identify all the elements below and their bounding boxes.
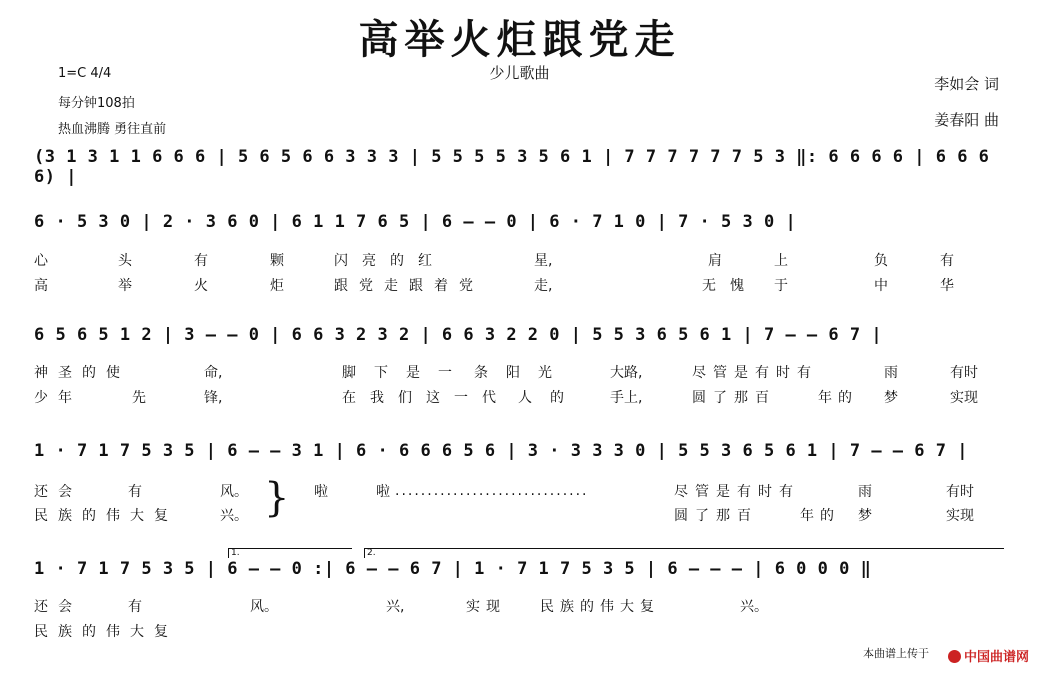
lyric-word: 华 [940,278,954,294]
lyric-word: 年的 [818,390,858,406]
lyric-word: 雨 [858,484,872,500]
score-line-2 [34,212,1004,242]
lyric-word: 头 [118,253,132,269]
logo-icon [948,650,961,663]
lyric-word: 肩 [708,253,722,269]
lyric-dots: ······························ [395,487,589,503]
expression-marking: 热血沸腾 勇往直前 [58,122,167,137]
lyric-word: 颗 [270,253,284,269]
lyric-word: 在我们这一代 [342,390,510,406]
lyric-word: 兴, [386,599,405,615]
lyric-word: 民族的伟大复 [34,508,178,524]
volta-2-top [364,548,1004,549]
lyric-word: 负 [874,253,888,269]
lyric-word: 啦 [376,484,390,500]
lyric-word: 兴。 [220,508,248,524]
composer: 姜春阳 曲 [934,111,999,129]
upload-label: 本曲谱上传于 [863,647,929,660]
score-line-5 [34,559,1004,589]
lyric-word: 命, [204,365,223,381]
lyric-word: 有 [940,253,954,269]
lyric-word: 啦 [314,484,328,500]
lyric-word: 还会 [34,599,82,615]
lyric-line-5b [34,621,1004,641]
lyric-word: 民族的伟大复 [540,599,660,615]
lyric-brace: } [264,475,290,521]
site-logo [948,646,1029,665]
lyric-word: 实现 [946,508,974,524]
score-line-4 [34,441,1004,471]
lyric-word: 上 [774,253,788,269]
lyric-word: 走, [534,278,553,294]
subtitle: 少儿歌曲 [489,64,550,82]
score-line-5-text: 1 · 7 1 7 5 3 5 | 6 – – 0 :| 6 – – 6 7 | 1 · 7 1 7 5 3 5 | 6 – – – | 6 0 0 0 ‖ [34,559,872,579]
lyric-word: 还会 [34,484,82,500]
lyric-line-3b [34,387,1004,407]
lyric-word: 有 [128,599,142,615]
lyric-word: 年的 [800,508,840,524]
lyric-word: 人的 [518,390,582,406]
lyric-word: 无愧 [702,278,758,294]
lyric-word: 心 [34,253,48,269]
lyric-word: 尽管是有时有 [674,484,800,500]
score-line-3-text: 6 5 6 5 1 2 | 3 – – 0 | 6 6 3 2 3 2 | 6 6 3 2 2 0 | 5 5 3 6 5 6 1 | 7 – – 6 7 | [34,325,883,345]
lyric-word: 锋, [204,390,223,406]
lyric-word: 先 [132,390,146,406]
lyric-line-5a [34,596,1004,616]
lyric-word: 风。 [250,599,278,615]
lyric-word: 风。 [220,484,248,500]
lyric-word: 炬 [270,278,284,294]
lyric-line-3a [34,362,1004,382]
lyric-word: 星, [534,253,553,269]
volta-2-number: 2. [367,548,376,558]
lyric-word: 圆了那百 [674,508,758,524]
lyric-word: 有时 [950,365,978,381]
lyric-word: 脚下是一 [342,365,470,381]
lyric-word: 火 [194,278,208,294]
lyric-line-4b [34,505,1004,525]
lyric-word: 大路, [610,365,643,381]
lyric-word: 实现 [950,390,978,406]
lyric-word: 少年 [34,390,82,406]
lyric-word: 民族的伟大复 [34,624,178,640]
tempo-marking: 每分钟108拍 [58,96,135,111]
lyric-line-2a [34,250,1004,270]
lyric-word: 有时 [946,484,974,500]
lyric-word: 实现 [466,599,506,615]
lyric-word: 举 [118,278,132,294]
key-signature: 1=C 4/4 [58,66,112,81]
lyric-line-2b [34,275,1004,295]
lyric-word: 圆了那百 [692,390,776,406]
lyric-word: 神圣的使 [34,365,130,381]
logo-text: 中国曲谱网 [963,650,1029,665]
lyricist: 李如会 词 [934,75,999,93]
lyric-word: 手上, [610,390,643,406]
lyric-word: 闪亮的红 [334,253,446,269]
lyric-word: 于 [774,278,788,294]
lyric-word: 有 [194,253,208,269]
volta-2-left [364,548,365,558]
score-line-2-text: 6 · 5 3 0 | 2 · 3 6 0 | 6 1 1 7 6 5 | 6 – – 0 | 6 · 7 1 0 | 7 · 5 3 0 | [34,212,797,232]
score-line-1 [34,147,1004,187]
lyric-word: 中 [874,278,888,294]
volta-1-left [228,548,229,558]
lyric-word: 跟党走跟着党 [334,278,484,294]
score-line-3 [34,325,1004,355]
volta-1-top [228,548,352,549]
lyric-word: 有 [128,484,142,500]
lyric-word: 梦 [858,508,872,524]
credits [934,66,999,138]
score-line-1-text: (3 1 3 1 1 6 6 6 | 5 6 5 6 6 3 3 3 | 5 5 5 5 3 5 6 1 | 7 7 7 7 7 7 5 3 ‖: 6 6 6 6 | 6 6 6 6) | [34,147,990,187]
lyric-word: 雨 [884,365,898,381]
lyric-word: 条阳光 [474,365,570,381]
lyric-word: 兴。 [740,599,768,615]
lyric-word: 尽管是有时有 [692,365,818,381]
score-line-4-text: 1 · 7 1 7 5 3 5 | 6 – – 3 1 | 6 · 6 6 6 5 6 | 3 · 3 3 3 0 | 5 5 3 6 5 6 1 | 7 – – 6 7 | [34,441,968,461]
volta-1-number: 1. [231,548,240,558]
lyric-word: 高 [34,278,48,294]
page-title: 高举火炬跟党走 [358,16,681,63]
lyric-word: 梦 [884,390,898,406]
